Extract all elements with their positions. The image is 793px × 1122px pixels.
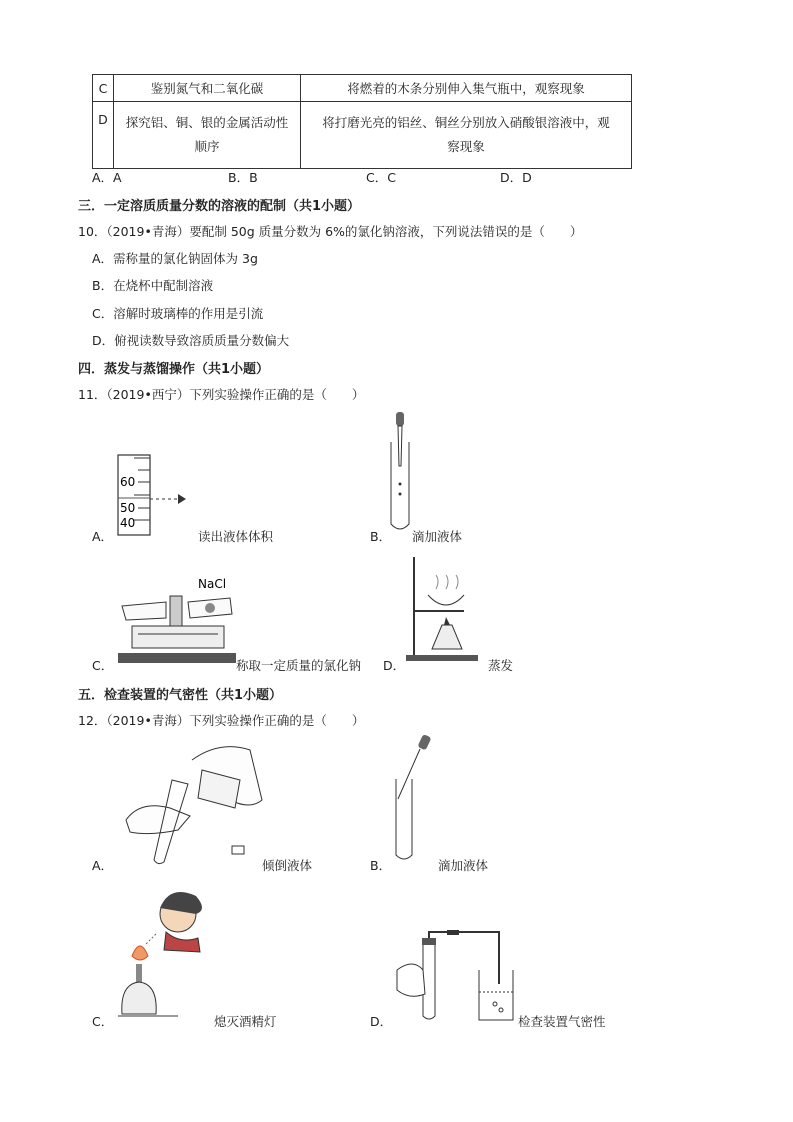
option-b-letter: B．	[370, 858, 392, 873]
dropper-figure	[385, 412, 415, 537]
option-c-letter: C．	[92, 1014, 114, 1029]
option-b-caption: 滴加液体	[438, 858, 489, 873]
row-task: 鉴别氮气和二氧化碳	[114, 75, 301, 102]
option-c-caption: 称取一定质量的氯化钠	[236, 658, 362, 673]
answer-choice: D．D	[500, 170, 532, 185]
airtightness-figure	[395, 930, 520, 1025]
row-key: D	[93, 102, 114, 169]
tick-label: 50	[120, 501, 136, 515]
option-c: C．溶解时玻璃棒的作用是引流	[92, 306, 264, 321]
tick-label: 40	[120, 516, 136, 530]
question-stem: 10．（2019•青海）要配制 50g 质量分数为 6%的氯化钠溶液，下列说法错误的是（ ）	[78, 224, 583, 239]
option-d-caption: 检查装置气密性	[518, 1014, 606, 1029]
option-c-caption: 熄灭酒精灯	[214, 1014, 277, 1029]
option-a-letter: A．	[92, 858, 114, 873]
options-table	[92, 74, 632, 169]
option-b-caption: 滴加液体	[412, 529, 463, 544]
option-d-letter: D．	[370, 1014, 393, 1029]
question-stem: 12．（2019•青海）下列实验操作正确的是（ ）	[78, 713, 365, 728]
row-task-line: 顺序	[194, 139, 220, 154]
answer-choice: B．B	[228, 170, 258, 185]
evaporation-figure	[406, 555, 486, 665]
table-row	[93, 102, 632, 169]
row-task-line: 探究铝、铜、银的金属活动性	[125, 115, 289, 130]
section-heading: 三．一定溶质质量分数的溶液的配制（共1小题）	[78, 199, 361, 214]
balance-figure	[118, 578, 238, 668]
row-method	[301, 102, 632, 169]
answer-choice: C．C	[366, 170, 396, 185]
option-d-letter: D．	[383, 658, 406, 673]
question-stem: 11．（2019•西宁）下列实验操作正确的是（ ）	[78, 387, 365, 402]
answer-choice: A．A	[92, 170, 122, 185]
nacl-label: NaCl	[198, 577, 227, 591]
option-c-letter: C．	[92, 658, 114, 673]
row-method-line: 将打磨光亮的铝丝、铜丝分别放入硝酸银溶液中，观	[322, 115, 610, 130]
section-heading: 五．检查装置的气密性（共1小题）	[78, 688, 283, 703]
tick-label: 60	[120, 475, 136, 489]
blowing-lamp-figure	[118, 884, 218, 1024]
option-a-letter: A．	[92, 529, 114, 544]
option-b-letter: B．	[370, 529, 392, 544]
option-a-caption: 倾倒液体	[262, 858, 313, 873]
row-method-line: 察现象	[447, 139, 485, 154]
dropper-tilted-figure	[390, 735, 440, 865]
section-heading: 四．蒸发与蒸馏操作（共1小题）	[78, 362, 270, 377]
option-b: B．在烧杯中配制溶液	[92, 278, 214, 293]
option-d: D．俯视读数导致溶质质量分数偏大	[92, 333, 290, 348]
row-key: C	[93, 75, 114, 102]
row-method: 将燃着的木条分别伸入集气瓶中，观察现象	[301, 75, 632, 102]
cylinder-reading-figure	[110, 450, 210, 540]
option-d-caption: 蒸发	[488, 658, 514, 673]
option-a-caption: 读出液体体积	[198, 529, 274, 544]
table-row	[93, 75, 632, 102]
pouring-liquid-figure	[120, 740, 270, 865]
row-task	[114, 102, 301, 169]
option-a: A．需称量的氯化钠固体为 3g	[92, 251, 258, 266]
